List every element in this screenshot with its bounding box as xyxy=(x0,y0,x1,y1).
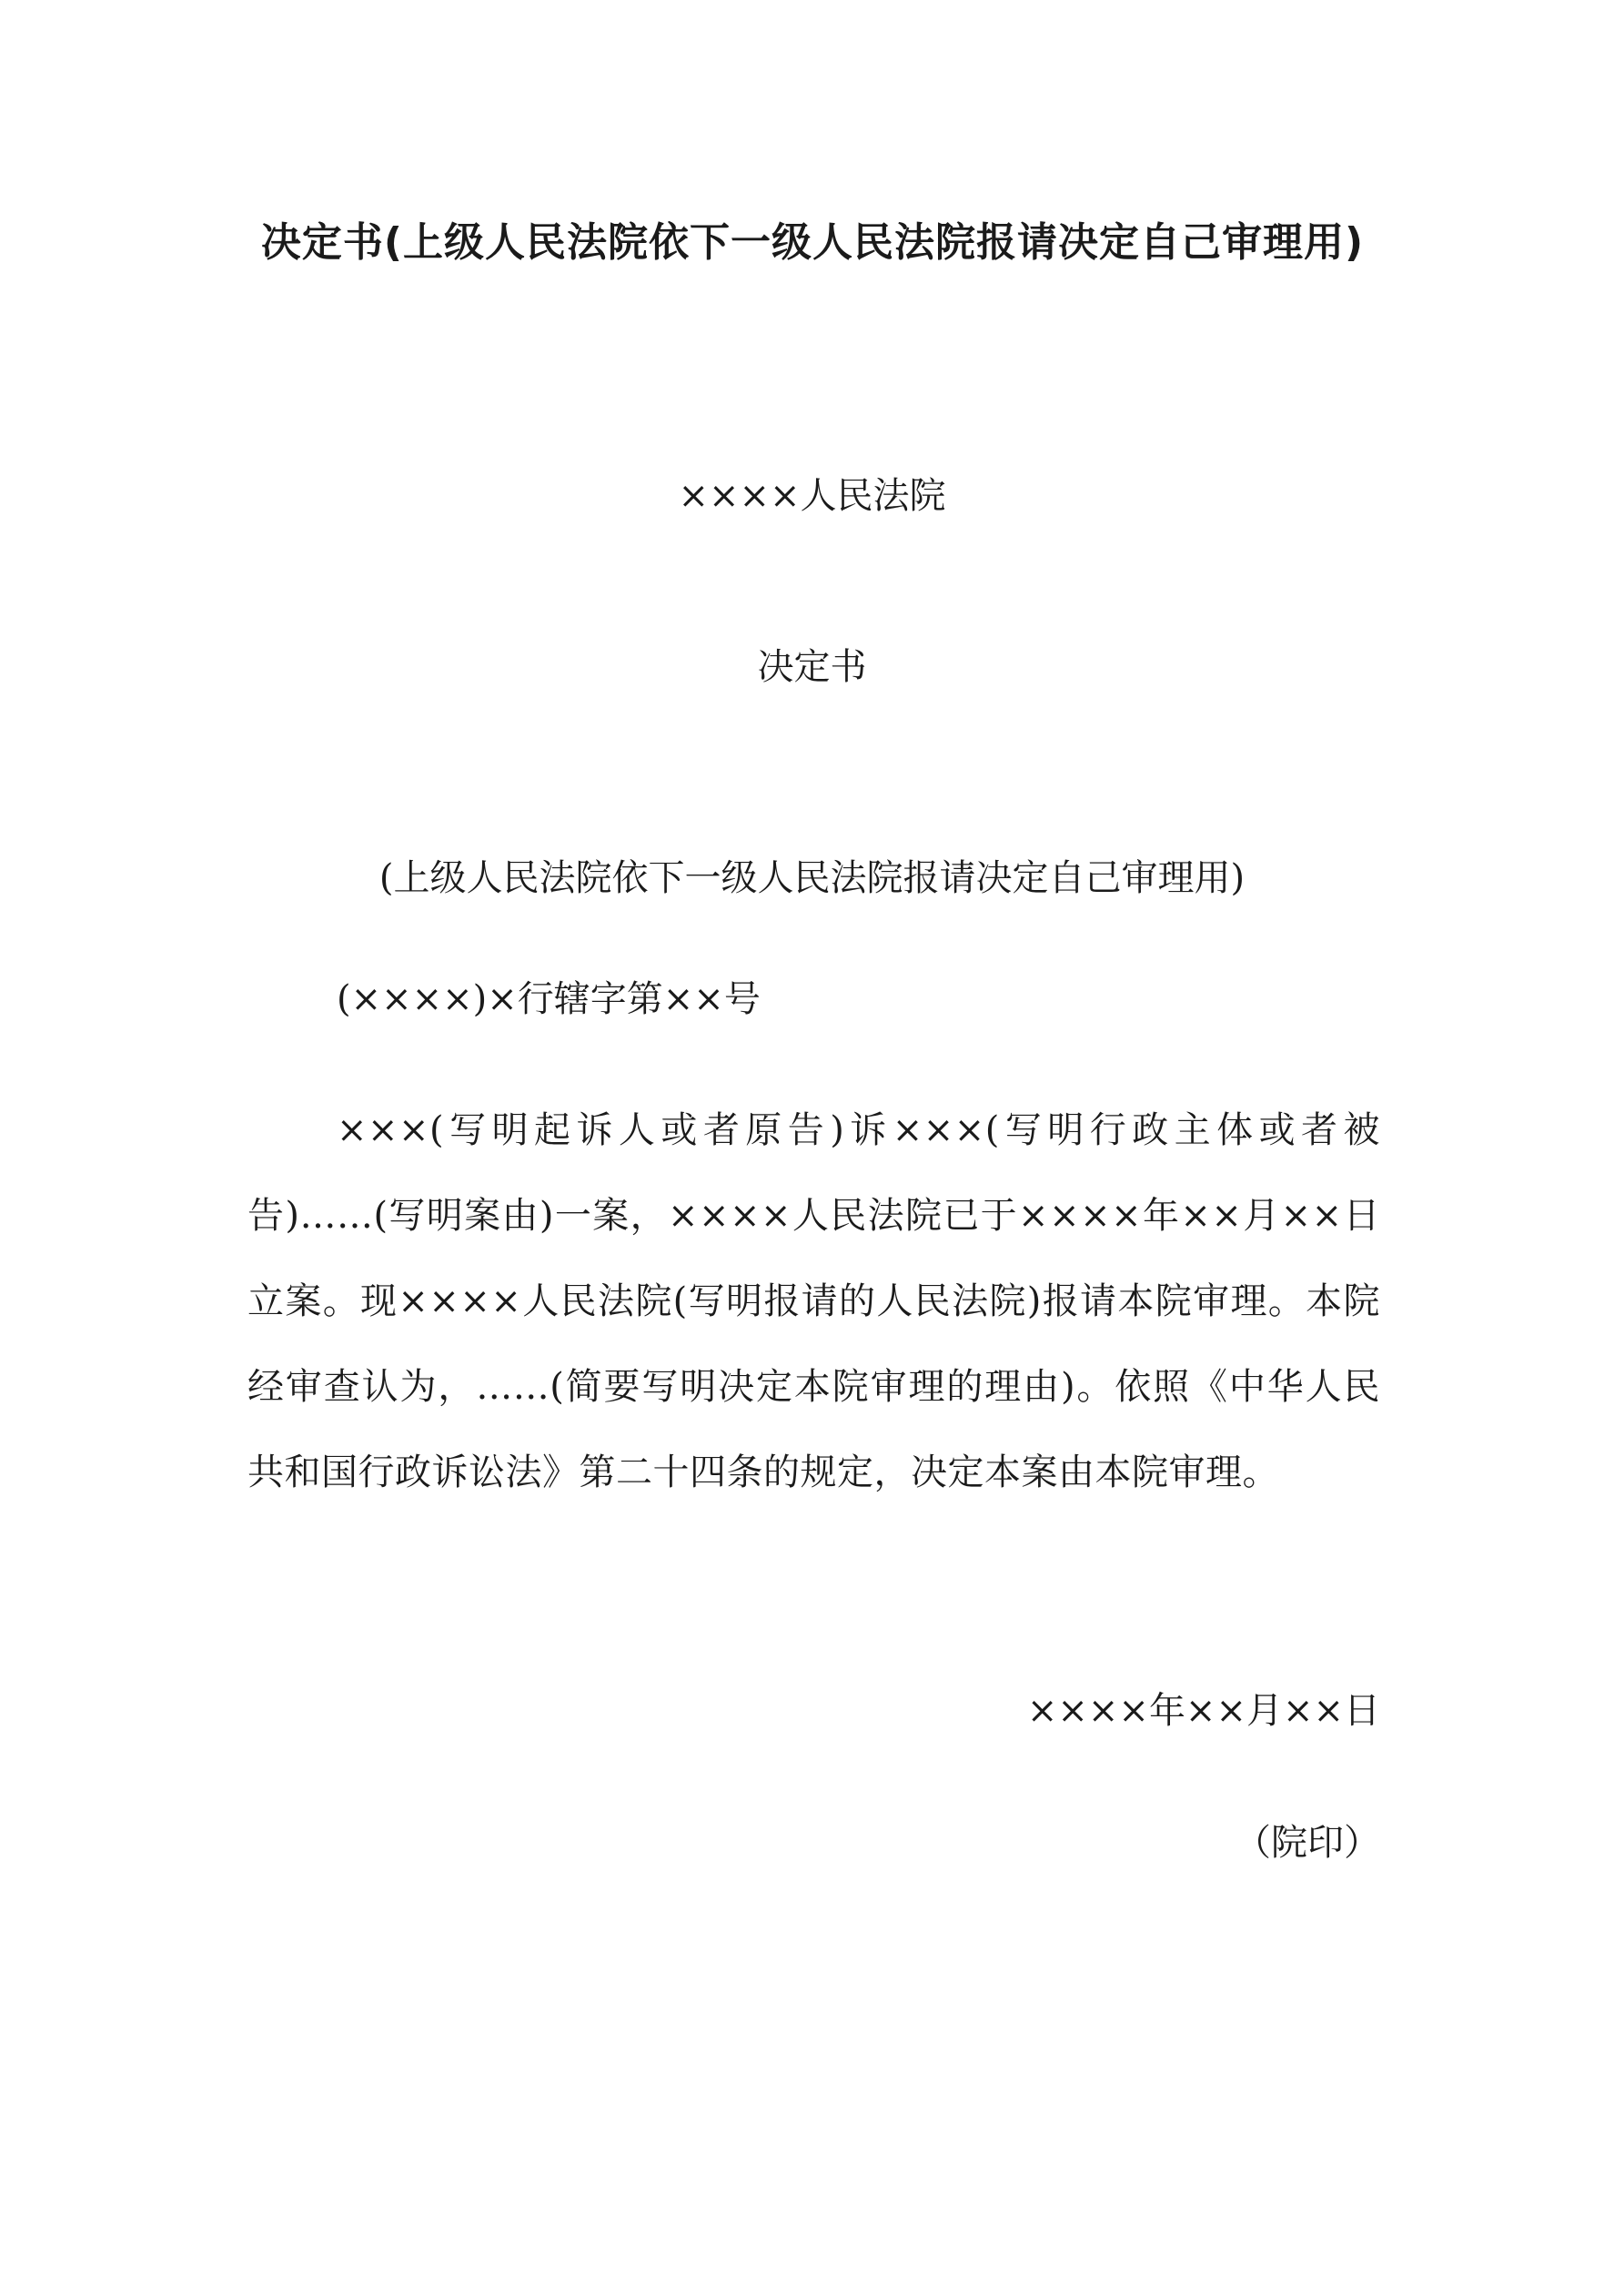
court-seal: （院印） xyxy=(1235,1822,1380,1864)
document-subtitle: (上级人民法院依下一级人民法院报请决定自己审理用) xyxy=(378,857,1246,899)
decision-date: ××××年××月××日 xyxy=(1026,1690,1380,1732)
document-title: 决定书(上级人民法院依下一级人民法院报请决定自己审理用) xyxy=(260,219,1365,266)
court-name: ××××人民法院 xyxy=(678,475,946,517)
document-type: 决定书 xyxy=(757,646,867,688)
body-paragraph: ×××(写明起诉人或者原告)诉×××(写明行政主体或者被告)……(写明案由)一案，××××人民法院已于××××年××月××日立案。现××××人民法院(写明报请的人民法院)报请本院审理。本院经审查认为，……(简要写明决定本院审理的理由)。依照《中华人民共和国行政诉讼法》第二十四条的规定，决定本案由本院审理。 xyxy=(247,1109,1380,1493)
case-number: (××××)×行辖字第××号 xyxy=(337,978,761,1020)
